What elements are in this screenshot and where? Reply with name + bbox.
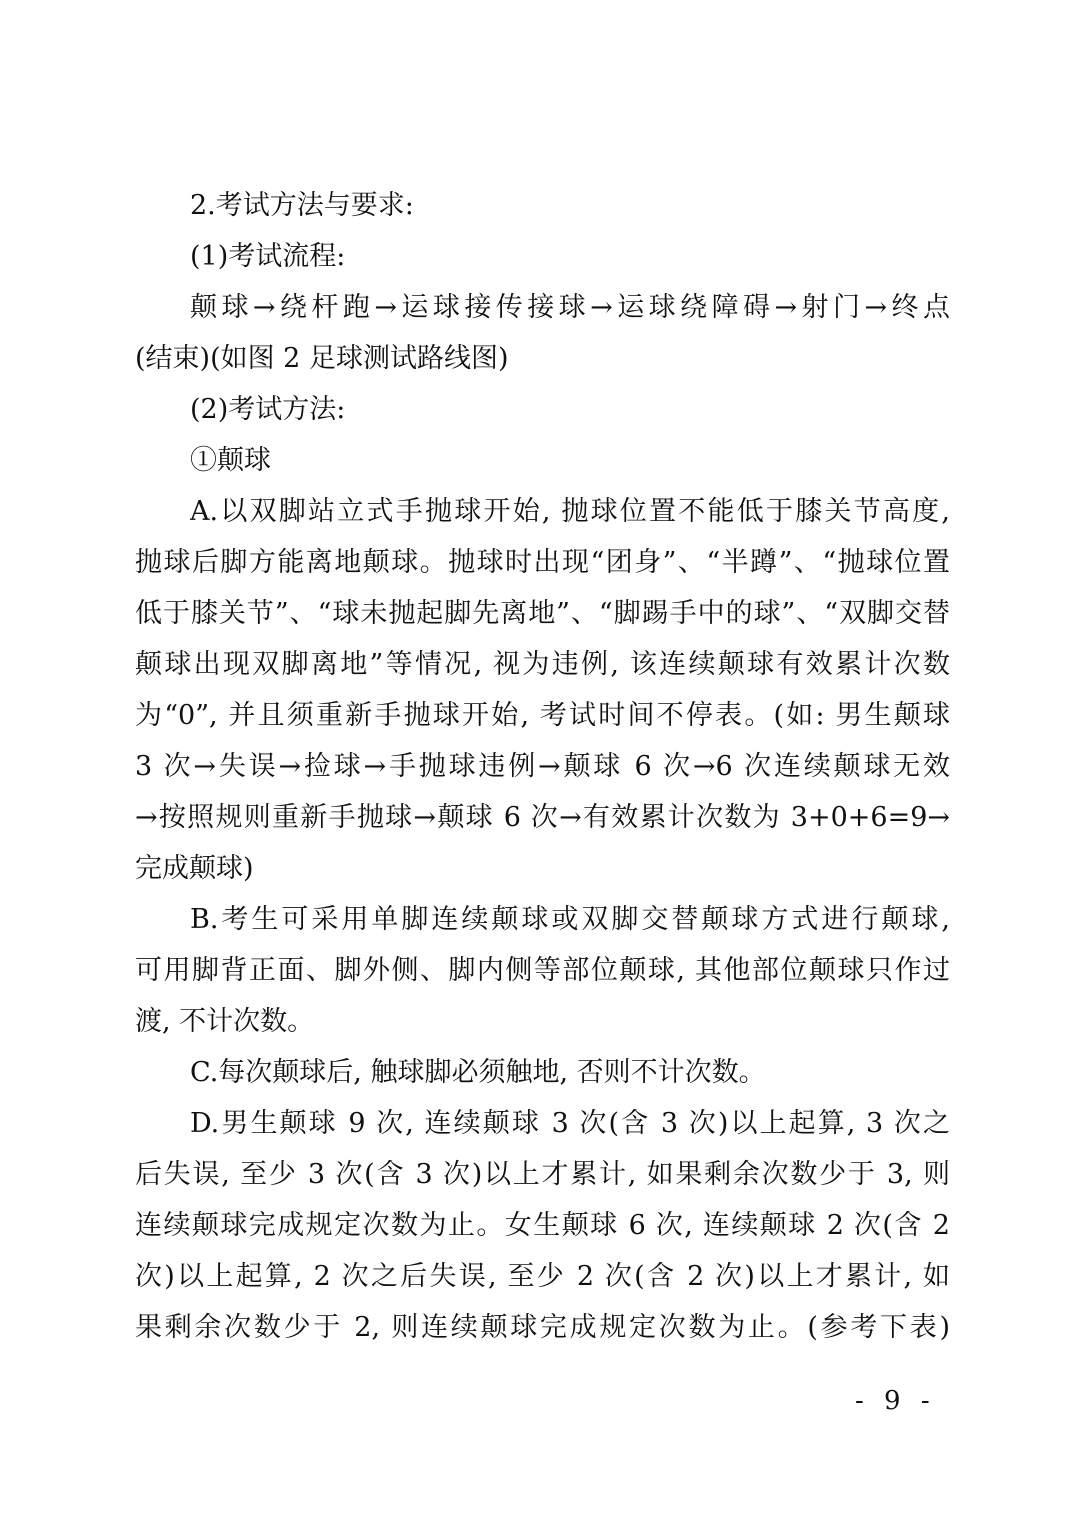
section-heading-exam-methods: 2.考试方法与要求:	[190, 190, 414, 221]
text-line: →按照规则重新手抛球→颠球 6 次→有效累计次数为 3+0+6=9→	[135, 802, 950, 833]
text-line: 抛球后脚方能离地颠球。抛球时出现“团身”、“半蹲”、“抛球位置	[135, 547, 950, 578]
text-line: 可用脚背正面、脚外侧、脚内侧等部位颠球, 其他部位颠球只作过	[135, 955, 950, 986]
item-heading-juggling: ①颠球	[190, 445, 271, 476]
text-line: 后失误, 至少 3 次(含 3 次)以上才累计, 如果剩余次数少于 3, 则	[135, 1159, 950, 1190]
text-line: 颠球出现双脚离地”等情况, 视为违例, 该连续颠球有效累计次数	[135, 649, 950, 680]
text-line: 次)以上起算, 2 次之后失误, 至少 2 次(含 2 次)以上才累计, 如	[135, 1261, 950, 1292]
text-line: 渡, 不计次数。	[135, 1006, 315, 1037]
text-line: 颠球→绕杆跑→运球接传接球→运球绕障碍→射门→终点	[190, 292, 950, 323]
text-line: 3 次→失误→捡球→手抛球违例→颠球 6 次→6 次连续颠球无效	[135, 751, 950, 782]
text-line: 连续颠球完成规定次数为止。女生颠球 6 次, 连续颠球 2 次(含 2	[135, 1210, 950, 1241]
subheading-exam-process: (1)考试流程:	[190, 241, 346, 272]
text-line: 果剩余次数少于 2, 则连续颠球完成规定次数为止。(参考下表)	[135, 1312, 950, 1343]
text-line: A.以双脚站立式手抛球开始, 抛球位置不能低于膝关节高度,	[190, 496, 950, 527]
text-line: B.考生可采用单脚连续颠球或双脚交替颠球方式进行颠球,	[190, 904, 950, 935]
page-number: - 9 -	[855, 1386, 936, 1416]
text-line: 低于膝关节”、“球未抛起脚先离地”、“脚踢手中的球”、“双脚交替	[135, 598, 950, 629]
text-line: 为“0”, 并且须重新手抛球开始, 考试时间不停表。(如: 男生颠球	[135, 700, 950, 731]
text-line: C.每次颠球后, 触球脚必须触地, 否则不计次数。	[190, 1057, 766, 1088]
text-line: 完成颠球)	[135, 853, 254, 884]
text-line: D.男生颠球 9 次, 连续颠球 3 次(含 3 次)以上起算, 3 次之	[190, 1108, 950, 1139]
subheading-exam-method: (2)考试方法:	[190, 394, 346, 425]
text-line: (结束)(如图 2 足球测试路线图)	[135, 343, 509, 374]
